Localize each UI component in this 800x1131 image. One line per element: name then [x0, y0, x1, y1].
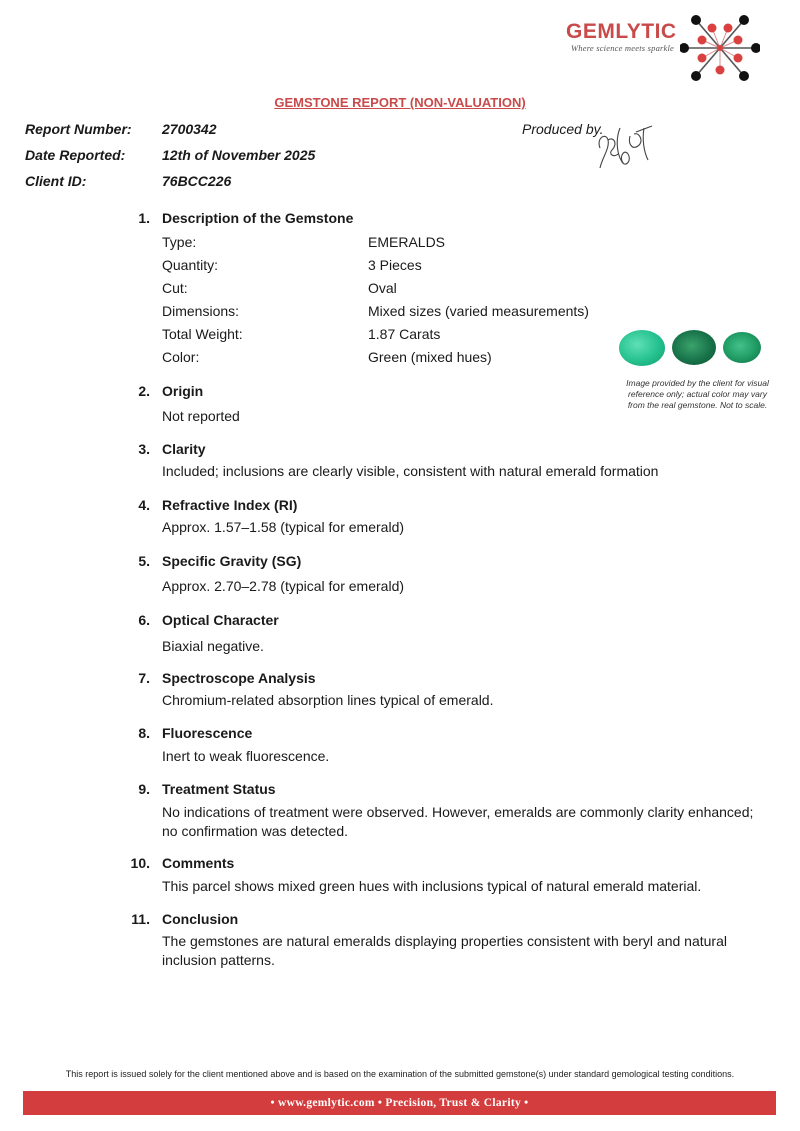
section-title-treatment-status: Treatment Status: [162, 781, 276, 797]
detail-value-quantity: 3 Pieces: [368, 257, 422, 273]
section-number: 7.: [138, 670, 150, 686]
body-line: The gemstones are natural emeralds displaying properties consistent with beryl and natural: [162, 933, 727, 949]
gemstone-image-2: [672, 330, 716, 365]
date-reported-label: Date Reported:: [25, 147, 126, 163]
section-title-description: Description of the Gemstone: [162, 210, 354, 226]
body-line: No indications of treatment were observed. However, emeralds are commonly clarity enhanced;: [162, 804, 754, 820]
body-line: no confirmation was detected.: [162, 823, 348, 839]
section-body-conclusion: [162, 932, 762, 970]
detail-value-dimensions: Mixed sizes (varied measurements): [368, 303, 589, 319]
detail-label-dimensions: Dimensions:: [162, 303, 240, 319]
gemstone-image-1: [619, 330, 665, 366]
report-title: GEMSTONE REPORT (NON-VALUATION): [274, 95, 526, 110]
section-number: 11.: [131, 911, 150, 927]
section-number: 6.: [138, 612, 150, 628]
report-number-label: Report Number:: [25, 121, 132, 137]
client-id-label: Client ID:: [25, 173, 87, 189]
section-body-refractive-index: Approx. 1.57–1.58 (typical for emerald): [162, 519, 405, 535]
section-body-comments: This parcel shows mixed green hues with inclusions typical of natural emerald material.: [162, 878, 702, 894]
section-number: 1.: [138, 210, 150, 226]
section-number: 4.: [138, 497, 150, 513]
section-number: 9.: [138, 781, 150, 797]
produced-by-label: Produced by.: [522, 121, 604, 137]
detail-label-type: Type:: [162, 234, 197, 250]
caption-line: Image provided by the client for visual: [626, 378, 769, 388]
footer-disclaimer: This report is issued solely for the client mentioned above and is based on the examination of the submitted gemstone(s) under standard gemological testing conditions.: [65, 1069, 735, 1079]
signature-icon: [592, 118, 656, 178]
section-number: 3.: [138, 441, 150, 457]
detail-label-total-weight: Total Weight:: [162, 326, 243, 342]
detail-value-cut: Oval: [368, 280, 397, 296]
client-id-value: 76BCC226: [162, 173, 232, 189]
detail-label-color: Color:: [162, 349, 200, 365]
section-title-comments: Comments: [162, 855, 235, 871]
section-title-specific-gravity: Specific Gravity (SG): [162, 553, 302, 569]
section-title-conclusion: Conclusion: [162, 911, 239, 927]
section-title-refractive-index: Refractive Index (RI): [162, 497, 298, 513]
section-body-treatment-status: [162, 803, 762, 841]
detail-label-cut: Cut:: [162, 280, 188, 296]
section-body-specific-gravity: Approx. 2.70–2.78 (typical for emerald): [162, 578, 405, 594]
detail-value-total-weight: 1.87 Carats: [368, 326, 441, 342]
detail-label-quantity: Quantity:: [162, 257, 219, 273]
section-body-fluorescence: Inert to weak fluorescence.: [162, 748, 330, 764]
report-number-value: 2700342: [162, 121, 217, 137]
footer-website-link[interactable]: • www.gemlytic.com • Precision, Trust & Clarity •: [270, 1097, 529, 1109]
caption-line: from the real gemstone. Not to scale.: [627, 400, 768, 410]
section-number: 8.: [138, 725, 150, 741]
section-body-spectroscope: Chromium-related absorption lines typical of emerald.: [162, 692, 494, 708]
brand-name: GEMLYTIC: [566, 20, 677, 43]
brand-tagline: Where science meets sparkle: [571, 43, 675, 53]
section-body-optical-character: Biaxial negative.: [162, 638, 264, 654]
detail-value-color: Green (mixed hues): [368, 349, 492, 365]
caption-line: reference only; actual color may vary: [628, 389, 767, 399]
section-title-clarity: Clarity: [162, 441, 206, 457]
gemstone-image-3: [723, 332, 761, 363]
section-body-origin: Not reported: [162, 408, 240, 424]
detail-value-type: EMERALDS: [368, 234, 446, 250]
section-title-fluorescence: Fluorescence: [162, 725, 253, 741]
section-body-clarity: Included; inclusions are clearly visible, consistent with natural emerald formation: [162, 463, 659, 479]
section-number: 5.: [138, 553, 150, 569]
section-title-origin: Origin: [162, 383, 204, 399]
section-number: 10.: [130, 855, 150, 871]
body-line: inclusion patterns.: [162, 952, 275, 968]
section-title-spectroscope: Spectroscope Analysis: [162, 670, 316, 686]
section-title-optical-character: Optical Character: [162, 612, 279, 628]
molecule-star-icon: [680, 8, 760, 88]
date-reported-value: 12th of November 2025: [162, 147, 316, 163]
section-number: 2.: [138, 383, 150, 399]
